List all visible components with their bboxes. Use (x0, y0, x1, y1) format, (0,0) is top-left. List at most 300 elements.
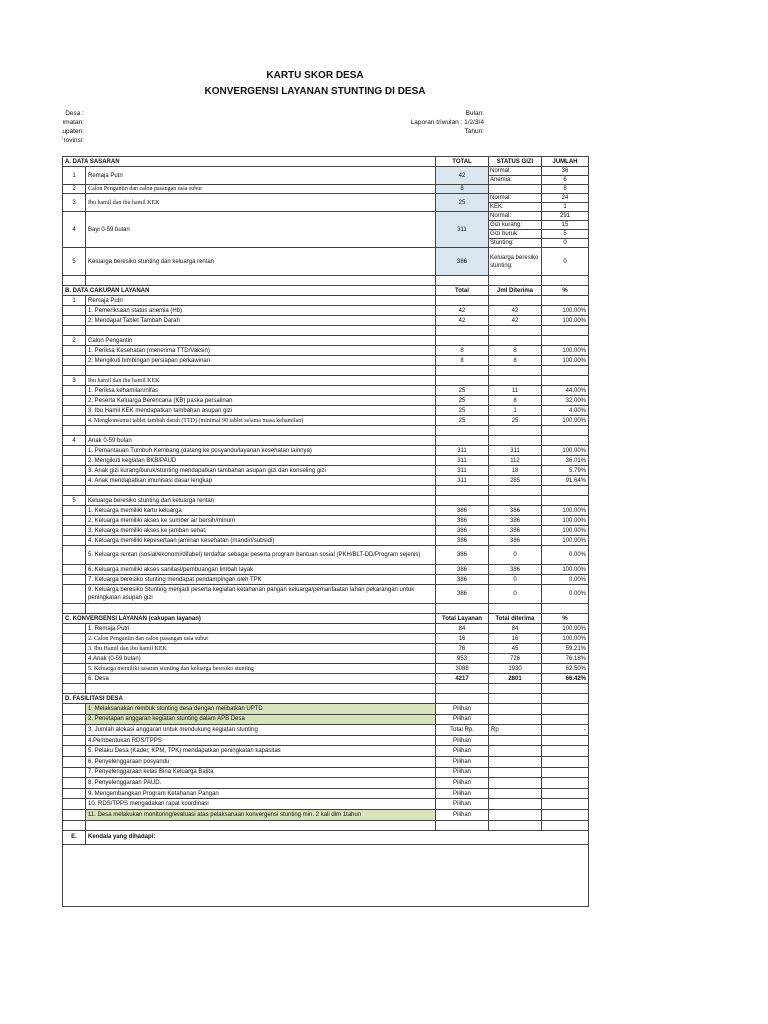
table-row (63, 326, 589, 336)
target-total: 8 (436, 185, 489, 194)
empty-cell (489, 376, 542, 386)
empty-cell (489, 296, 542, 306)
label-kecamatan: ımatan: (62, 119, 84, 126)
service-percent: 100.00% (542, 316, 589, 326)
budget-amount: - (542, 725, 589, 736)
service-label: 2. Mendapat Tablet Tambah Darah (86, 316, 436, 326)
service-total: 386 (436, 565, 489, 575)
status-count: 36 (542, 167, 589, 176)
service-total: 386 (436, 546, 489, 565)
facilitation-label: 7. Penyelenggaraan kelas Bina Keluarga Balita (86, 767, 436, 778)
empty-cell (489, 326, 542, 336)
row-number: 4 (63, 212, 86, 248)
table-row (63, 486, 589, 496)
page-title: KARTU SKOR DESA (266, 70, 364, 81)
service-percent: 91.64% (542, 476, 589, 486)
empty-cell (86, 426, 436, 436)
col-percent: % (542, 614, 589, 624)
empty-cell (489, 820, 542, 830)
convergence-label: 6. Desa (86, 674, 436, 684)
empty-cell (489, 809, 542, 820)
table-row (63, 546, 589, 565)
empty-cell (63, 506, 86, 516)
empty-cell (63, 546, 86, 565)
table-row (63, 476, 589, 486)
table-row (63, 436, 589, 446)
service-total: 42 (436, 306, 489, 316)
convergence-total: 953 (436, 654, 489, 664)
target-label: Ibu hamil dan ibu hamil KEK (86, 194, 436, 212)
empty-cell (436, 336, 489, 346)
empty-cell (63, 316, 86, 326)
empty-cell (63, 575, 86, 585)
empty-cell (542, 809, 589, 820)
empty-cell (489, 756, 542, 767)
period-labels (411, 109, 484, 136)
empty-cell (542, 714, 589, 725)
table-row (63, 194, 589, 203)
table-row (63, 466, 589, 476)
service-percent: 36.01% (542, 456, 589, 466)
service-received: 18 (489, 466, 542, 476)
table-row (63, 516, 589, 526)
table-row (63, 694, 589, 704)
empty-cell (542, 326, 589, 336)
table-row (63, 276, 589, 286)
facilitation-choice: Pilihan (436, 756, 489, 767)
service-total: 25 (436, 406, 489, 416)
table-row (63, 767, 589, 778)
group-label: Remaja Putri (86, 296, 436, 306)
status-count: 24 (542, 194, 589, 203)
service-label: 2. Keluarga memiliki akses ke sumber air bersih/minum (86, 516, 436, 526)
section-c-title: C. KONVERGENSI LAYANAN (cakupan layanan) (63, 614, 436, 624)
empty-cell (63, 565, 86, 575)
group-label: Calon Pengantin (86, 336, 436, 346)
empty-cell (436, 366, 489, 376)
service-percent: 100.00% (542, 306, 589, 316)
table-row (63, 366, 589, 376)
location-labels (62, 109, 84, 145)
label-triwulan: Laporan triwulan : 1/2/3/4 (410, 119, 484, 126)
empty-cell (63, 684, 86, 694)
service-percent: 0.00% (542, 585, 589, 604)
constraints-notes-area (63, 844, 589, 906)
service-percent: 100.00% (542, 536, 589, 546)
service-label: 4. Keluarga memiliki kepesertaan jaminan kesehatan (mandiri/subsidi) (86, 536, 436, 546)
col-received: Jml Diterima (489, 286, 542, 296)
label-provinsi: ʼrovinsi: (62, 137, 85, 144)
service-percent: 5.79% (542, 466, 589, 476)
empty-cell (436, 496, 489, 506)
service-total: 311 (436, 476, 489, 486)
convergence-percent: 59.21% (542, 644, 589, 654)
table-row (63, 526, 589, 536)
target-total: 386 (436, 248, 489, 276)
section-b-title: B. DATA CAKUPAN LAYANAN (63, 286, 436, 296)
service-label: 3. Anak gizi kurang/buruk/stunting mendapatkan tambahan asupan gizi dan konseling gizi (86, 466, 436, 476)
facilitation-label: 8. Penyelenggaraan PAUD. (86, 778, 436, 789)
convergence-label: 3. Ibu Hamil dan ibu hamil KEK (86, 644, 436, 654)
service-label: 2. Mengikuti bimbingan persiapan perkawinan (86, 356, 436, 366)
empty-cell (86, 366, 436, 376)
empty-cell (542, 426, 589, 436)
group-label: Anak 0-59 bulan (86, 436, 436, 446)
service-total: 386 (436, 526, 489, 536)
section-e-number: E. (63, 830, 86, 844)
empty-cell (542, 694, 589, 704)
service-received: 0 (489, 575, 542, 585)
label-tahun: Tahun: (464, 128, 484, 135)
empty-cell (63, 756, 86, 767)
empty-cell (63, 735, 86, 746)
empty-cell (63, 778, 86, 789)
empty-cell (436, 684, 489, 694)
service-percent: 100.00% (542, 516, 589, 526)
empty-cell (63, 654, 86, 664)
empty-cell (63, 396, 86, 406)
table-row (63, 446, 589, 456)
service-percent: 100.00% (542, 346, 589, 356)
empty-cell (63, 486, 86, 496)
convergence-label: 1. Remaja Putri (86, 624, 436, 634)
service-label: 3. Keluarga memiliki akses ke jamban sehat. (86, 526, 436, 536)
service-label: 1. Keluarga memiliki kartu keluarga (86, 506, 436, 516)
service-percent: 0.00% (542, 575, 589, 585)
empty-cell (489, 426, 542, 436)
convergence-total: 4217 (436, 674, 489, 684)
service-percent: 4.00% (542, 406, 589, 416)
service-received: 386 (489, 526, 542, 536)
table-row (63, 844, 589, 906)
table-row (63, 778, 589, 789)
table-row (63, 185, 589, 194)
empty-cell (63, 536, 86, 546)
row-number: 5 (63, 248, 86, 276)
service-total: 386 (436, 585, 489, 604)
facilitation-choice: Pilihan (436, 714, 489, 725)
convergence-received: 16 (489, 634, 542, 644)
facilitation-choice: Total Rp. (436, 725, 489, 736)
service-received: 8 (489, 396, 542, 406)
empty-cell (489, 767, 542, 778)
target-total: 311 (436, 212, 489, 248)
empty-cell (489, 684, 542, 694)
empty-cell (86, 326, 436, 336)
empty-cell (542, 735, 589, 746)
target-label: Bayi 0-59 bulan (86, 212, 436, 248)
group-number: 3 (63, 376, 86, 386)
facilitation-choice: Pilihan (436, 799, 489, 810)
facilitation-label: 2. Penetapan anggaran kegiatan stunting dalam APB Desa (86, 714, 436, 725)
status-count: 1 (542, 203, 589, 212)
col-total-layanan: Total Layanan (436, 614, 489, 624)
empty-cell (63, 624, 86, 634)
service-received: 1 (489, 406, 542, 416)
empty-cell (436, 486, 489, 496)
empty-cell (542, 486, 589, 496)
facilitation-choice: Pilihan (436, 746, 489, 757)
service-total: 25 (436, 386, 489, 396)
table-row (63, 376, 589, 386)
facilitation-label: 5. Pelaku Desa (Kader, KPM, TPK) mendapatkan peningkatan kapasitas (86, 746, 436, 757)
empty-cell (63, 516, 86, 526)
group-label: Keluarga beresiko stunting dan keluarga rentan (86, 496, 436, 506)
service-received: 386 (489, 565, 542, 575)
service-received: 0 (489, 546, 542, 565)
col-total: TOTAL (436, 157, 489, 167)
service-label: 4. Anak mendapatkan imunisasi dasar lengkap (86, 476, 436, 486)
target-label: Calon Pengantin dan calon pasangan usia subur (86, 185, 436, 194)
table-row (63, 684, 589, 694)
table-row (63, 286, 589, 296)
empty-cell (63, 526, 86, 536)
service-percent: 32.00% (542, 396, 589, 406)
status-count: 5 (542, 230, 589, 239)
table-row (63, 756, 589, 767)
col-status: STATUS GIZI (489, 157, 542, 167)
table-row (63, 664, 589, 674)
empty-cell (86, 604, 436, 614)
table-row (63, 396, 589, 406)
status-label: Normal: (489, 212, 542, 221)
score-card-table (62, 156, 589, 907)
convergence-received: 84 (489, 624, 542, 634)
status-count: 6 (542, 176, 589, 185)
service-received: 386 (489, 506, 542, 516)
empty-cell (63, 276, 86, 286)
service-percent: 100.00% (542, 416, 589, 426)
empty-cell (489, 486, 542, 496)
facilitation-choice: Pilihan (436, 778, 489, 789)
convergence-received: 726 (489, 654, 542, 664)
empty-cell (436, 426, 489, 436)
empty-cell (63, 644, 86, 654)
table-row (63, 416, 589, 426)
empty-cell (63, 746, 86, 757)
table-row (63, 316, 589, 326)
empty-cell (489, 704, 542, 715)
service-received: 386 (489, 516, 542, 526)
service-total: 311 (436, 466, 489, 476)
empty-cell (542, 276, 589, 286)
table-row (63, 296, 589, 306)
convergence-label: 4.Anak (0-59 bulan) (86, 654, 436, 664)
empty-cell (542, 799, 589, 810)
table-row (63, 248, 589, 276)
service-total: 42 (436, 316, 489, 326)
budget-currency: Rp (489, 725, 542, 736)
group-label: Ibu hamil dan ibu hamil KEK (86, 376, 436, 386)
service-total: 8 (436, 346, 489, 356)
row-number: 2 (63, 185, 86, 194)
table-row (63, 356, 589, 366)
empty-cell (436, 694, 489, 704)
empty-cell (489, 714, 542, 725)
empty-cell (436, 436, 489, 446)
service-total: 386 (436, 575, 489, 585)
table-row (63, 575, 589, 585)
empty-cell (489, 799, 542, 810)
service-received: 0 (489, 585, 542, 604)
service-percent: 100.00% (542, 526, 589, 536)
table-row (63, 167, 589, 176)
facilitation-choice: Pilihan (436, 767, 489, 778)
empty-cell (63, 674, 86, 684)
empty-cell (489, 366, 542, 376)
status-count: 15 (542, 221, 589, 230)
empty-cell (542, 366, 589, 376)
empty-cell (542, 296, 589, 306)
table-row (63, 506, 589, 516)
col-percent: % (542, 286, 589, 296)
table-row (63, 336, 589, 346)
service-total: 386 (436, 506, 489, 516)
convergence-percent: 100.00% (542, 624, 589, 634)
status-label: Normal: (489, 194, 542, 203)
empty-cell (63, 634, 86, 644)
empty-cell (489, 746, 542, 757)
service-percent: 100.00% (542, 446, 589, 456)
table-row (63, 624, 589, 634)
service-label: 4. Mengkonsumsi tablet tambah darah (TTD) (minimal 90 tablet selama masa kehamilan) (86, 416, 436, 426)
convergence-total: 3088 (436, 664, 489, 674)
empty-cell (63, 714, 86, 725)
convergence-received: 2801 (489, 674, 542, 684)
section-e-title: Kendala yang dihadapi: (86, 830, 589, 844)
service-label: 7. Keluarga beresiko stunting mendapat pendampingan oleh TPK (86, 575, 436, 585)
status-label: Stunting: (489, 239, 542, 248)
table-row (63, 306, 589, 316)
empty-cell (436, 376, 489, 386)
group-number: 1 (63, 296, 86, 306)
service-total: 8 (436, 356, 489, 366)
empty-cell (63, 306, 86, 316)
empty-cell (63, 725, 86, 736)
empty-cell (489, 336, 542, 346)
status-label (489, 185, 542, 194)
label-kabupaten: upaten: (62, 128, 84, 135)
empty-cell (542, 704, 589, 715)
empty-cell (63, 585, 86, 604)
table-row (63, 634, 589, 644)
empty-cell (63, 366, 86, 376)
table-row (63, 406, 589, 416)
status-label: Gizi kurang: (489, 221, 542, 230)
empty-cell (63, 416, 86, 426)
empty-cell (63, 326, 86, 336)
table-row (63, 820, 589, 830)
group-number: 2 (63, 336, 86, 346)
empty-cell (63, 788, 86, 799)
col-jumlah: JUMLAH (542, 157, 589, 167)
table-row (63, 644, 589, 654)
convergence-received: 45 (489, 644, 542, 654)
empty-cell (436, 820, 489, 830)
empty-cell (63, 704, 86, 715)
empty-cell (436, 326, 489, 336)
convergence-percent: 66.42% (542, 674, 589, 684)
empty-cell (489, 604, 542, 614)
empty-cell (63, 799, 86, 810)
empty-cell (489, 436, 542, 446)
table-row (63, 585, 589, 604)
status-label: Gizi buruk: (489, 230, 542, 239)
facilitation-label: 6. Penyelenggaraan posyandu (86, 756, 436, 767)
table-row (63, 654, 589, 664)
convergence-received: 1930 (489, 664, 542, 674)
service-percent: 100.00% (542, 506, 589, 516)
convergence-percent: 76.18% (542, 654, 589, 664)
service-total: 25 (436, 396, 489, 406)
empty-cell (86, 486, 436, 496)
table-row (63, 496, 589, 506)
empty-cell (63, 446, 86, 456)
status-count: 8 (542, 185, 589, 194)
table-row (63, 725, 589, 736)
table-row (63, 830, 589, 844)
empty-cell (542, 767, 589, 778)
empty-cell (436, 276, 489, 286)
service-total: 311 (436, 456, 489, 466)
status-count: 0 (542, 239, 589, 248)
table-row (63, 426, 589, 436)
row-number: 3 (63, 194, 86, 212)
table-row (63, 456, 589, 466)
service-received: 311 (489, 446, 542, 456)
table-row (63, 565, 589, 575)
empty-cell (63, 456, 86, 466)
empty-cell (489, 735, 542, 746)
group-number: 5 (63, 496, 86, 506)
empty-cell (63, 426, 86, 436)
empty-cell (489, 778, 542, 789)
empty-cell (63, 476, 86, 486)
empty-cell (542, 778, 589, 789)
table-row (63, 799, 589, 810)
service-received: 11 (489, 386, 542, 396)
empty-cell (542, 336, 589, 346)
table-row (63, 704, 589, 715)
facilitation-choice: Pilihan (436, 735, 489, 746)
status-label: Normal: (489, 167, 542, 176)
service-label: 1. Pemeriksaan status anemia (Hb) (86, 306, 436, 316)
table-row (63, 212, 589, 221)
empty-cell (489, 276, 542, 286)
facilitation-choice: Pilihan (436, 809, 489, 820)
table-row (63, 746, 589, 757)
service-received: 386 (489, 536, 542, 546)
service-label: 9. Keluarga beresiko Stunting menjadi peserta kegiatan ketahanan pangan keluarga/pemanfaatan lahan pekarangan untuk peningkatan asupan gizi (86, 585, 436, 604)
empty-cell (542, 756, 589, 767)
service-received: 285 (489, 476, 542, 486)
facilitation-choice: Pilihan (436, 704, 489, 715)
service-label: 5. Keluarga rentan (sosial/ekonomi/difabel) terdaftar sebagai peserta program bantuan sosial (PKH/BLT-DD/Program sejenis) (86, 546, 436, 565)
service-received: 25 (489, 416, 542, 426)
empty-cell (86, 684, 436, 694)
service-label: 2. Mengikuti kegiatan BKB/PAUD (86, 456, 436, 466)
service-label: 2. Peserta Keluarga Berencana (KB) paska persalinan (86, 396, 436, 406)
service-percent: 100.00% (542, 356, 589, 366)
empty-cell (63, 406, 86, 416)
status-count: 291 (542, 212, 589, 221)
section-d-title: D. FASILITASI DESA (63, 694, 436, 704)
table-row (63, 788, 589, 799)
table-row (63, 735, 589, 746)
convergence-label: 5. Keluarga memiliki sasaran stunting dan keluarga beresiko stunting (86, 664, 436, 674)
service-total: 25 (436, 416, 489, 426)
service-received: 8 (489, 346, 542, 356)
